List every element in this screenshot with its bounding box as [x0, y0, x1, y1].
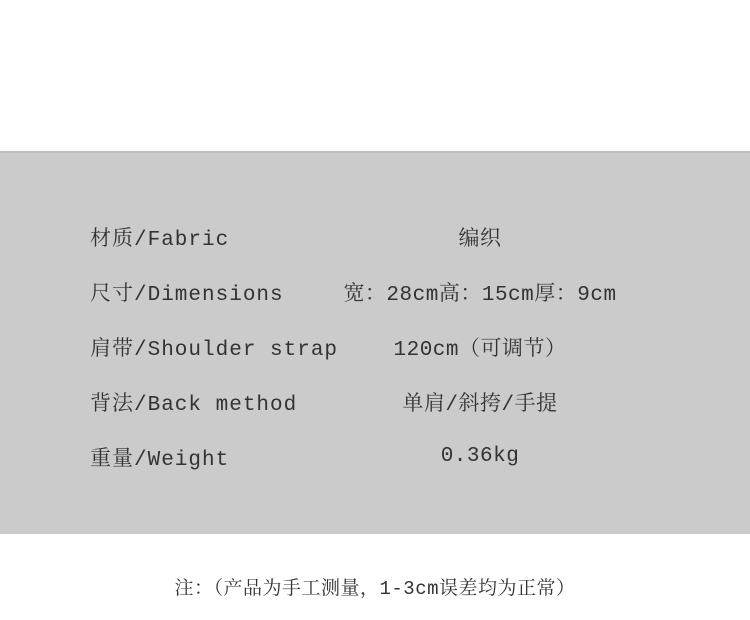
spec-label: 背法/Back method [90, 393, 298, 417]
spec-label: 尺寸/Dimensions [90, 283, 284, 307]
spec-value: 单肩/斜挎/手提 [402, 393, 558, 417]
spec-row-fabric [0, 209, 750, 264]
spec-value: 120cm（可调节） [393, 338, 567, 362]
spec-label: 肩带/Shoulder strap [90, 338, 339, 362]
spec-label: 重量/Weight [90, 448, 230, 472]
spec-value: 宽：28cm高：15cm厚：9cm [343, 283, 617, 307]
spec-row-shoulder-strap [0, 319, 750, 374]
measurement-note: 注：（产品为手工测量，1-3cm误差均为正常） [174, 578, 576, 600]
spec-panel [0, 151, 750, 534]
spec-row-back-method [0, 374, 750, 429]
spec-row-weight [0, 429, 750, 484]
spec-value: 编织 [458, 228, 502, 252]
spec-table [0, 153, 750, 484]
spec-value: 0.36kg [440, 445, 520, 468]
spec-row-dimensions [0, 264, 750, 319]
spec-label: 材质/Fabric [90, 228, 230, 252]
